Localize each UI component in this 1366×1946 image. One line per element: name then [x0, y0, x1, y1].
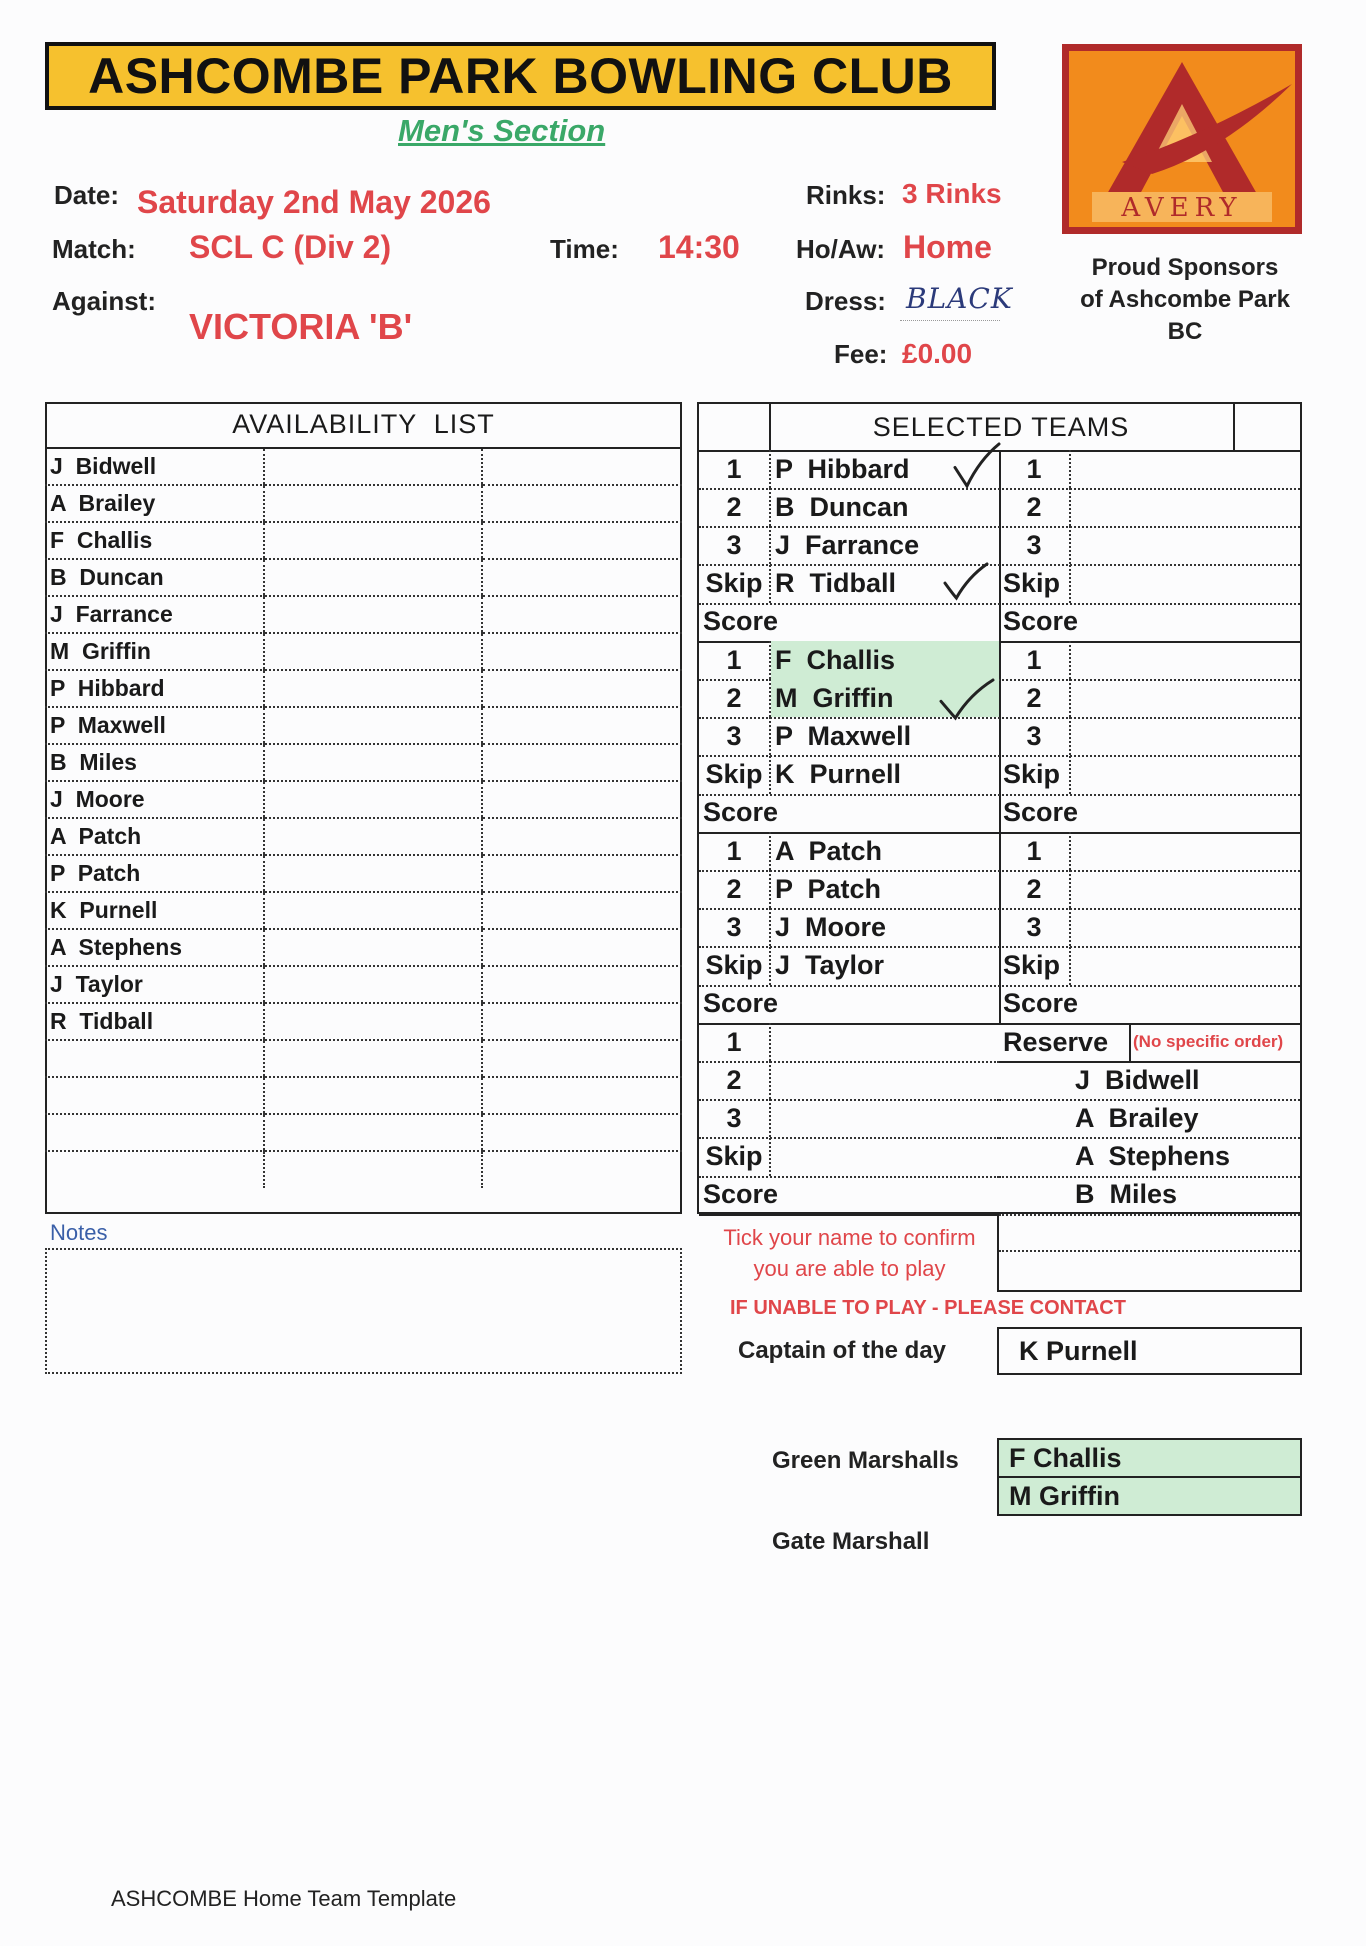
club-banner — [45, 42, 996, 110]
cell-divider — [1129, 1023, 1131, 1061]
dress-label: Dress: — [805, 286, 886, 316]
notes-box[interactable] — [45, 1248, 682, 1374]
team-row — [699, 565, 1300, 605]
availability-tick-cell[interactable] — [264, 744, 481, 781]
position-label: 2 — [726, 1064, 742, 1095]
availability-row — [45, 966, 682, 1003]
availability-tick-cell[interactable] — [264, 633, 481, 670]
opponent-name-cell[interactable] — [1071, 717, 1300, 755]
availability-name: B Miles — [45, 744, 264, 781]
availability-tick-cell[interactable] — [482, 781, 682, 818]
reserve-row — [999, 1138, 1300, 1178]
team-row — [699, 947, 1300, 987]
availability-row — [45, 448, 682, 485]
time-value: 14:30 — [658, 229, 740, 265]
position-label: 2 — [726, 491, 742, 522]
opponent-position: 2 — [1026, 873, 1042, 904]
availability-tick-cell[interactable] — [264, 929, 481, 966]
availability-tick-cell[interactable] — [264, 892, 481, 929]
availability-row — [45, 1003, 682, 1040]
availability-tick-cell[interactable] — [482, 485, 682, 522]
availability-name: F Challis — [45, 522, 264, 559]
availability-name: B Duncan — [45, 559, 264, 596]
team-row — [699, 832, 1300, 872]
cell-divider — [769, 1138, 771, 1176]
availability-tick-cell[interactable] — [264, 522, 481, 559]
opponent-position: 2 — [1026, 682, 1042, 713]
availability-tick-cell[interactable] — [482, 966, 682, 1003]
availability-name: M Griffin — [45, 633, 264, 670]
opponent-position: 2 — [1026, 491, 1042, 522]
reserve-row — [999, 1176, 1300, 1216]
availability-title: AVAILABILITY LIST — [45, 402, 682, 448]
match-label: Match: — [52, 234, 136, 264]
check-mark-icon — [938, 676, 996, 722]
empty-team-row — [699, 1138, 999, 1178]
availability-tick-cell[interactable] — [264, 855, 481, 892]
opponent-position: 1 — [1026, 453, 1042, 484]
opponent-name-cell[interactable] — [1071, 679, 1300, 717]
cell-divider — [769, 1099, 771, 1137]
position-label: Skip — [705, 1141, 763, 1172]
opponent-position: 1 — [1026, 644, 1042, 675]
hoaw-label: Ho/Aw: — [796, 234, 886, 264]
availability-row — [45, 855, 682, 892]
against-value: VICTORIA 'B' — [189, 306, 413, 347]
availability-row — [45, 744, 682, 781]
availability-name: P Maxwell — [45, 707, 264, 744]
position-label: Skip — [705, 568, 763, 599]
availability-tick-cell[interactable] — [482, 929, 682, 966]
availability-tick-cell[interactable] — [264, 559, 481, 596]
availability-table — [45, 402, 682, 1188]
contact-note: IF UNABLE TO PLAY - PLEASE CONTACT — [730, 1297, 1126, 1319]
empty-team-row — [699, 1099, 999, 1139]
availability-tick-cell[interactable] — [482, 522, 682, 559]
time-label: Time: — [550, 234, 619, 264]
team-row — [699, 717, 1300, 757]
availability-row — [45, 559, 682, 596]
availability-tick-cell[interactable] — [482, 1077, 682, 1114]
availability-tick-cell[interactable] — [264, 670, 481, 707]
team-row — [699, 488, 1300, 528]
availability-tick-cell[interactable] — [482, 670, 682, 707]
score-label: Score — [703, 606, 779, 637]
availability-name — [45, 1151, 264, 1188]
availability-tick-cell[interactable] — [482, 818, 682, 855]
availability-tick-cell[interactable] — [482, 633, 682, 670]
opponent-position: Skip — [1003, 950, 1061, 981]
opponent-score-label: Score — [1003, 606, 1079, 637]
player-name: K Purnell — [775, 759, 902, 790]
player-name: F Challis — [771, 641, 999, 679]
opponent-position: Skip — [1003, 759, 1061, 790]
opponent-position: 3 — [1026, 911, 1042, 942]
sponsor-text: Proud Sponsors of Ashcombe Park BC — [1080, 254, 1290, 345]
player-name: P Patch — [775, 873, 882, 904]
header-divider — [1233, 404, 1235, 450]
notes-label: Notes — [50, 1220, 108, 1245]
availability-name: R Tidball — [45, 1003, 264, 1040]
availability-row — [45, 818, 682, 855]
section-title: Men's Section — [398, 113, 606, 148]
player-name: J Moore — [775, 911, 887, 942]
green-marshall-1: F Challis — [997, 1438, 1302, 1478]
team-row — [699, 641, 1300, 681]
availability-tick-cell[interactable] — [482, 892, 682, 929]
rinks-label: Rinks: — [806, 180, 886, 210]
availability-tick-cell[interactable] — [482, 1151, 682, 1188]
opponent-score-label: Score — [1003, 988, 1079, 1019]
team-row — [699, 526, 1300, 566]
reserve-header — [999, 1023, 1300, 1063]
position-label: 1 — [726, 644, 742, 675]
reserve-extra-box[interactable] — [997, 1212, 1302, 1292]
availability-row — [45, 1077, 682, 1114]
against-label: Against: — [52, 286, 156, 316]
availability-tick-cell[interactable] — [482, 1040, 682, 1077]
fee-value: £0.00 — [902, 338, 973, 369]
availability-name: K Purnell — [45, 892, 264, 929]
opponent-name-cell[interactable] — [1071, 947, 1300, 985]
check-mark-icon — [942, 560, 990, 602]
availability-tick-cell[interactable] — [482, 744, 682, 781]
opponent-position: Skip — [1003, 568, 1061, 599]
empty-team-row — [699, 1061, 999, 1101]
tick-instruction: Tick your name to confirm you are able to play — [723, 1225, 976, 1281]
availability-row — [45, 707, 682, 744]
opponent-score-label: Score — [1003, 797, 1079, 828]
reserve-note: (No specific order) — [1133, 1032, 1284, 1051]
opponent-name-cell[interactable] — [1071, 832, 1300, 870]
position-label: 3 — [726, 1102, 742, 1133]
availability-row — [45, 929, 682, 966]
opponent-position: 3 — [1026, 529, 1042, 560]
availability-name — [45, 1077, 264, 1114]
availability-row — [45, 633, 682, 670]
player-name: A Patch — [775, 835, 883, 866]
score-row — [699, 603, 1300, 643]
availability-name: P Hibbard — [45, 670, 264, 707]
player-name: J Farrance — [775, 529, 920, 560]
availability-tick-cell[interactable] — [482, 1114, 682, 1151]
avery-logo — [1062, 44, 1302, 234]
selected-teams-frame — [697, 402, 1302, 1214]
footer-text: ASHCOMBE Home Team Template — [111, 1886, 457, 1911]
availability-tick-cell[interactable] — [264, 781, 481, 818]
position-label: Skip — [705, 950, 763, 981]
empty-team-row — [699, 1023, 999, 1063]
availability-row — [45, 892, 682, 929]
availability-tick-cell[interactable] — [482, 707, 682, 744]
opponent-name-cell[interactable] — [1071, 488, 1300, 526]
team-row — [699, 908, 1300, 948]
reserve-label: Reserve — [1003, 1026, 1109, 1057]
availability-row — [45, 522, 682, 559]
green-marshalls-label: Green Marshalls — [772, 1447, 959, 1474]
position-label: 2 — [726, 682, 742, 713]
availability-name — [45, 1114, 264, 1151]
check-mark-icon — [952, 440, 1002, 490]
captain-label: Captain of the day — [738, 1337, 947, 1364]
logo-text: AVERY — [1121, 193, 1243, 223]
opponent-name-cell[interactable] — [1071, 908, 1300, 946]
reserve-name: A Brailey — [1075, 1102, 1199, 1133]
score-label: Score — [703, 1179, 779, 1210]
position-label: 3 — [726, 911, 742, 942]
availability-name: J Bidwell — [45, 448, 264, 485]
opponent-name-cell[interactable] — [1071, 526, 1300, 564]
fee-label: Fee: — [834, 339, 888, 369]
position-label: 1 — [726, 1026, 742, 1057]
availability-tick-cell[interactable] — [264, 1077, 481, 1114]
availability-row — [45, 781, 682, 818]
date-value: Saturday 2nd May 2026 — [137, 184, 491, 220]
reserve-name: A Stephens — [1075, 1141, 1231, 1172]
score-label: Score — [703, 797, 779, 828]
availability-row — [45, 596, 682, 633]
availability-tick-cell[interactable] — [482, 855, 682, 892]
cell-divider — [769, 1061, 771, 1099]
availability-row — [45, 485, 682, 522]
score-row — [699, 794, 1300, 834]
captain-value: K Purnell — [997, 1327, 1302, 1375]
availability-row — [45, 1114, 682, 1151]
availability-tick-cell[interactable] — [264, 1003, 481, 1040]
availability-name — [45, 1040, 264, 1077]
position-label: Skip — [705, 759, 763, 790]
availability-name: J Moore — [45, 781, 264, 818]
green-marshall-2: M Griffin — [997, 1476, 1302, 1516]
availability-tick-cell[interactable] — [264, 448, 481, 485]
team-row — [699, 756, 1300, 796]
availability-tick-cell[interactable] — [482, 1003, 682, 1040]
availability-name: J Taylor — [45, 966, 264, 1003]
player-name: P Hibbard — [775, 453, 910, 484]
reserve-row — [999, 1099, 1300, 1139]
availability-tick-cell[interactable] — [264, 1114, 481, 1151]
position-label: 3 — [726, 529, 742, 560]
reserve-name: B Miles — [1075, 1179, 1178, 1210]
availability-tick-cell[interactable] — [264, 818, 481, 855]
opponent-name-cell[interactable] — [1071, 565, 1300, 603]
opponent-name-cell[interactable] — [1071, 641, 1300, 679]
opponent-name-cell[interactable] — [1071, 450, 1300, 488]
cell-divider — [769, 1023, 771, 1061]
availability-tick-cell[interactable] — [482, 596, 682, 633]
dress-value: BLACK — [906, 282, 1013, 315]
selected-title: SELECTED TEAMS — [872, 411, 1130, 442]
availability-row — [45, 670, 682, 707]
availability-tick-cell[interactable] — [264, 485, 481, 522]
availability-name: A Patch — [45, 818, 264, 855]
availability-tick-cell[interactable] — [264, 1151, 481, 1188]
availability-row — [45, 1151, 682, 1188]
availability-tick-cell[interactable] — [264, 707, 481, 744]
position-label: 1 — [726, 835, 742, 866]
availability-name: A Brailey — [45, 485, 264, 522]
availability-tick-cell[interactable] — [482, 448, 682, 485]
team-row — [699, 870, 1300, 910]
date-label: Date: — [54, 180, 120, 210]
rinks-value: 3 Rinks — [902, 178, 1002, 209]
club-name: ASHCOMBE PARK BOWLING CLUB — [88, 48, 953, 104]
position-label: 3 — [726, 720, 742, 751]
dress-underline — [900, 320, 1000, 321]
opponent-position: 3 — [1026, 720, 1042, 751]
gate-marshall-label: Gate Marshall — [772, 1528, 930, 1555]
opponent-name-cell[interactable] — [1071, 756, 1300, 794]
availability-name: A Stephens — [45, 929, 264, 966]
score-row — [699, 985, 1300, 1025]
availability-row — [45, 1040, 682, 1077]
team-row — [699, 679, 1300, 719]
position-label: 1 — [726, 453, 742, 484]
availability-tick-cell[interactable] — [264, 596, 481, 633]
availability-tick-cell[interactable] — [264, 1040, 481, 1077]
player-name: M Griffin — [771, 679, 999, 717]
position-label: 2 — [726, 873, 742, 904]
reserve-name: J Bidwell — [1075, 1064, 1200, 1095]
opponent-position: 1 — [1026, 835, 1042, 866]
reserve-extra-line — [999, 1250, 1300, 1252]
availability-name: J Farrance — [45, 596, 264, 633]
score-label: Score — [703, 988, 779, 1019]
player-name: R Tidball — [775, 568, 897, 599]
availability-tick-cell[interactable] — [264, 966, 481, 1003]
availability-name: P Patch — [45, 855, 264, 892]
opponent-name-cell[interactable] — [1071, 870, 1300, 908]
player-name: J Taylor — [775, 950, 885, 981]
availability-tick-cell[interactable] — [482, 559, 682, 596]
hoaw-value: Home — [903, 229, 992, 265]
match-value: SCL C (Div 2) — [189, 229, 392, 265]
reserve-row — [999, 1061, 1300, 1101]
player-name: B Duncan — [775, 491, 909, 522]
score-row — [699, 1176, 999, 1216]
player-name: P Maxwell — [775, 720, 912, 751]
